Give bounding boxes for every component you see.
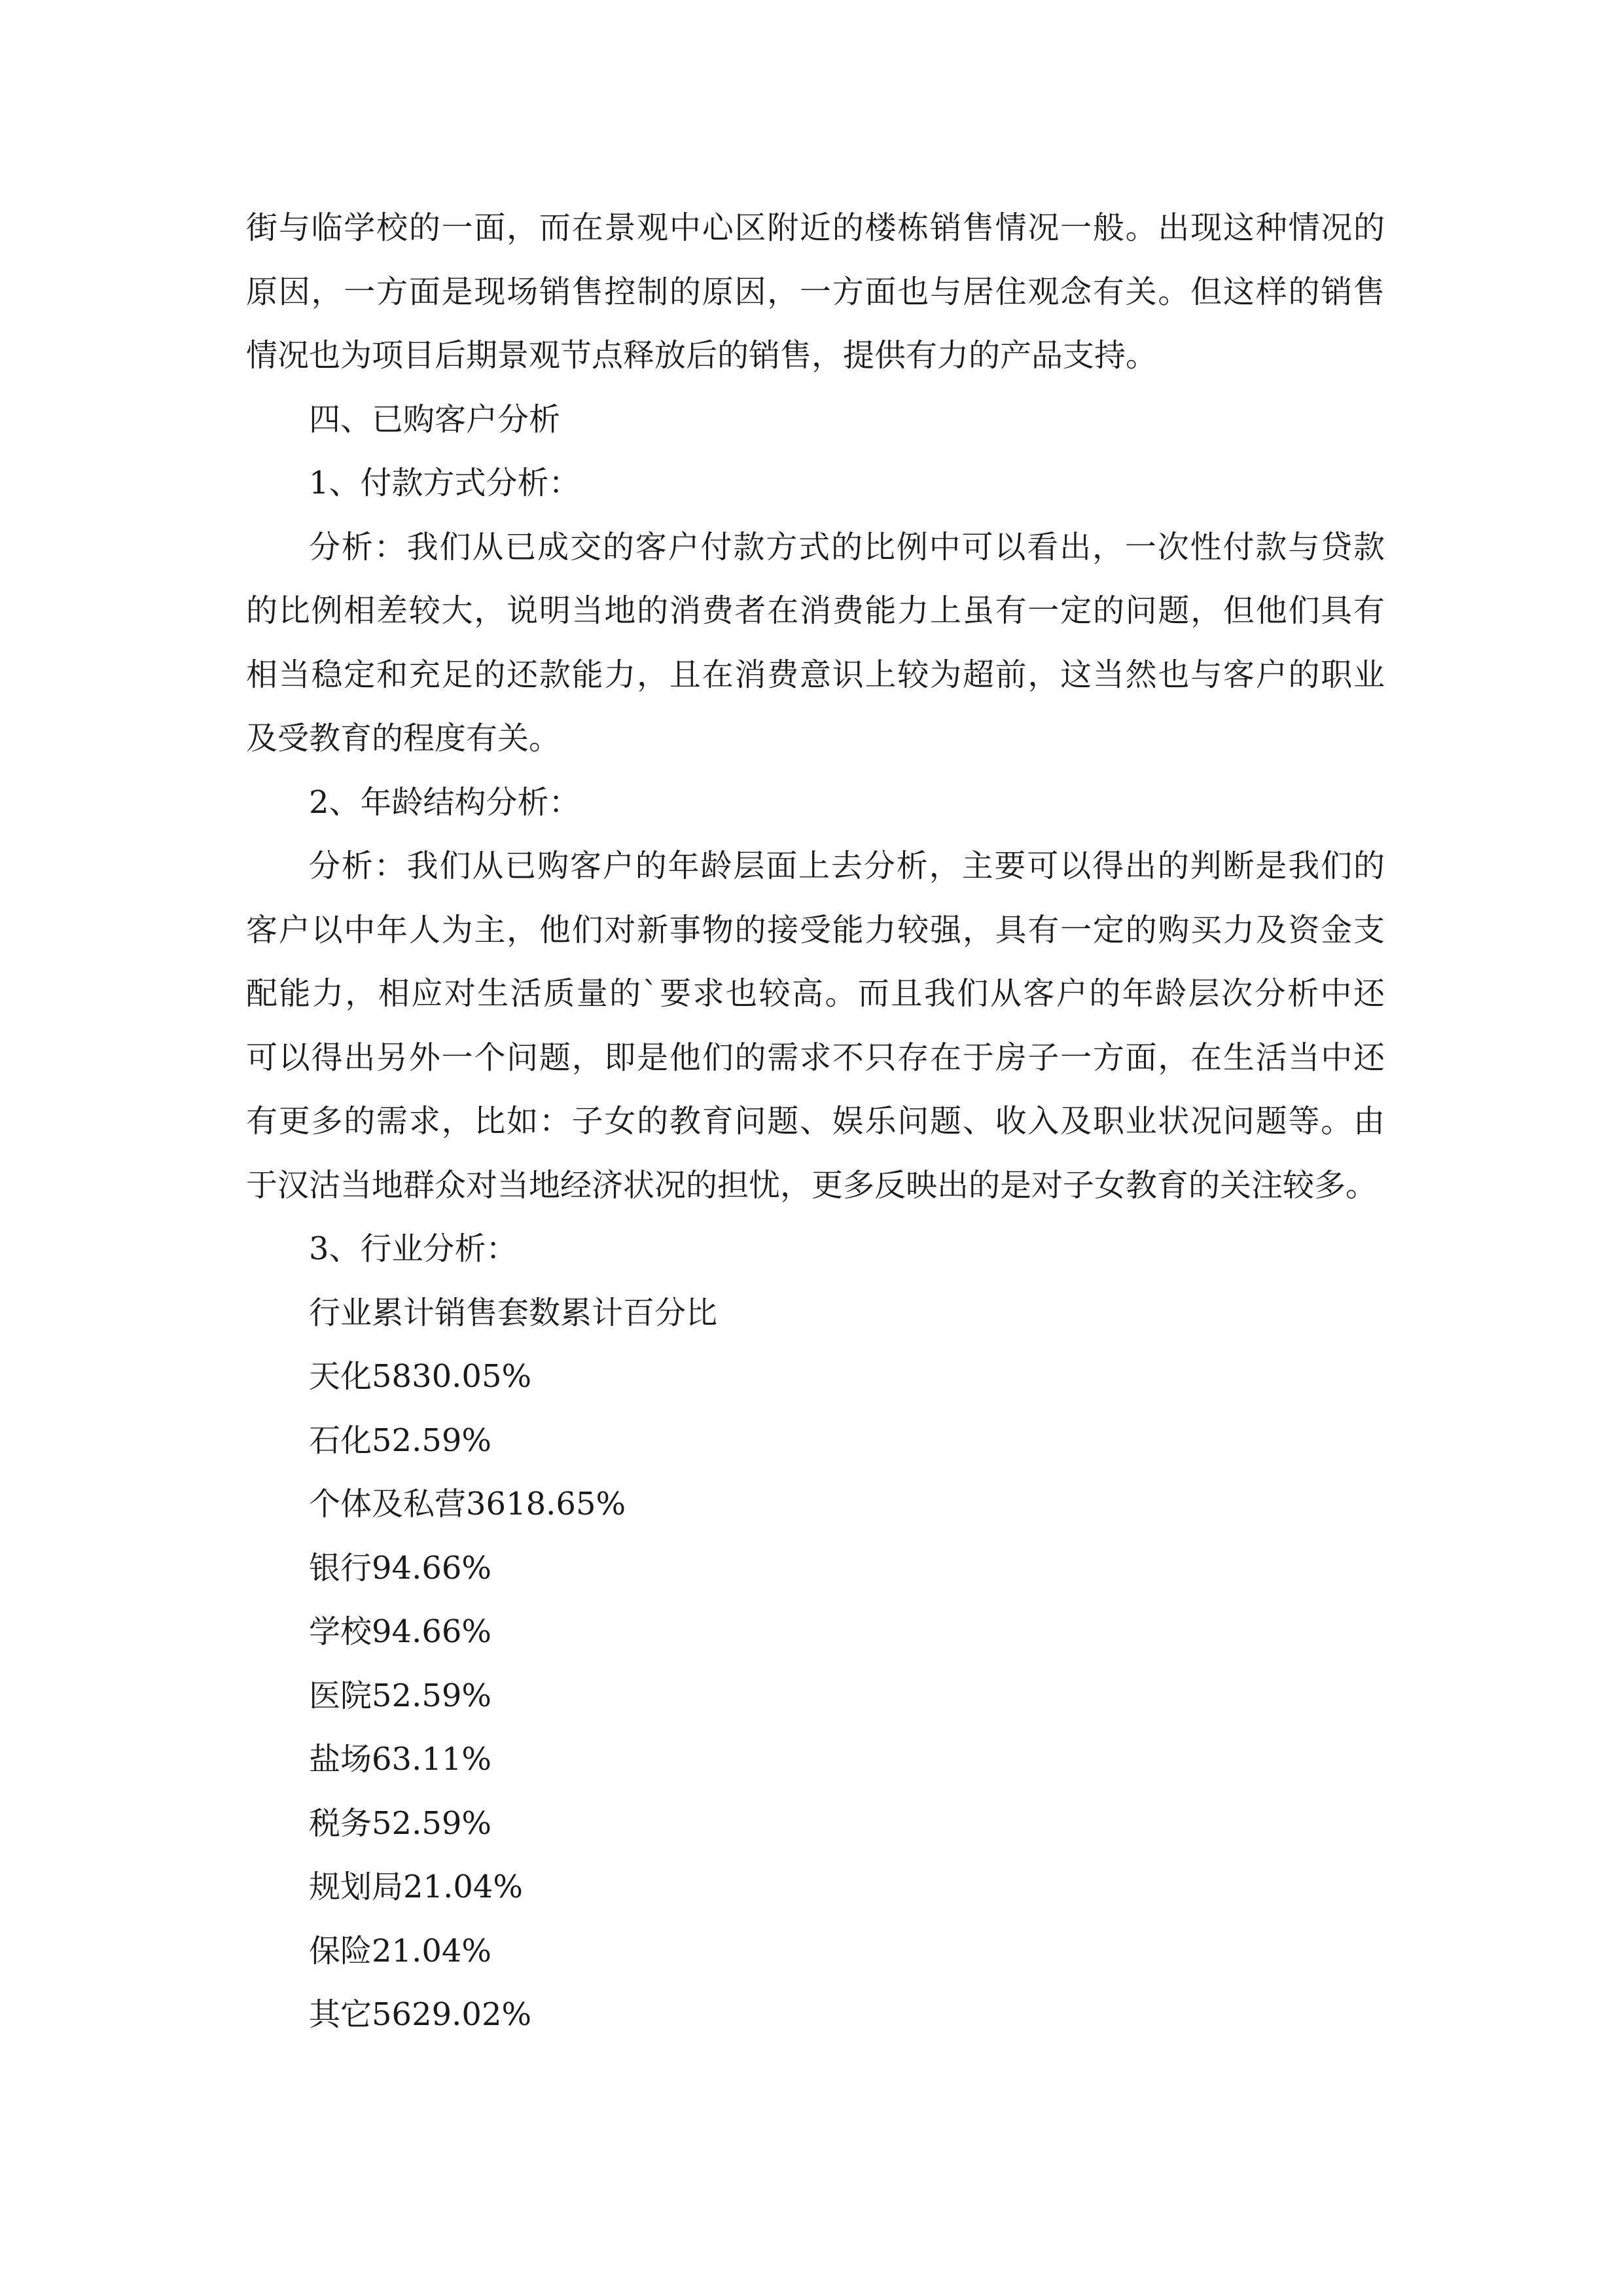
text-line: 分析：我们从已成交的客户付款方式的比例中可以看出，一次性付款与贷款 [309,528,1385,565]
text-line: 街与临学校的一面，而在景观中心区附近的楼栋销售情况一般。出现这种情况的 [246,209,1385,246]
text-line: 的比例相差较大，说明当地的消费者在消费能力上虽有一定的问题，但他们具有 [246,592,1385,629]
industry-table-header: 行业累计销售套数累计百分比 [309,1294,718,1331]
text-line: 情况也为项目后期景观节点释放后的销售，提供有力的产品支持。 [246,337,1158,374]
text-line: 于汉沽当地群众对当地经济状况的担忧，更多反映出的是对子女教育的关注较多。 [246,1166,1378,1204]
industry-list [246,1345,1385,2047]
industry-row: 税务52.59% [309,1804,492,1842]
text-line: 可以得出另外一个问题，即是他们的需求不只存在于房子一方面，在生活当中还 [246,1039,1385,1076]
text-line: 及受教育的程度有关。 [246,720,561,757]
document-page [246,196,1385,2047]
text-line: 有更多的需求，比如：子女的教育问题、娱乐问题、收入及职业状况问题等。由 [246,1103,1385,1139]
subsection-heading-industry: 3、行业分析： [309,1230,518,1267]
industry-row: 银行94.66% [309,1549,492,1587]
text-line: 原因，一方面是现场销售控制的原因，一方面也与居住观念有关。但这样的销售 [246,273,1385,310]
industry-row: 医院52.59% [309,1677,492,1714]
continuation-paragraph [246,196,1385,388]
age-analysis-paragraph [246,834,1385,1217]
subsection-heading-payment: 1、付款方式分析： [309,465,580,501]
text-line: 分析：我们从已购客户的年龄层面上去分析，主要可以得出的判断是我们的 [309,848,1385,884]
industry-row: 学校94.66% [309,1613,492,1650]
industry-row: 其它5629.02% [309,1996,532,2033]
subsection-heading-age: 2、年龄结构分析： [309,783,580,821]
industry-row: 保险21.04% [309,1932,492,1969]
industry-row: 盐场63.11% [309,1741,492,1778]
payment-analysis-paragraph [246,516,1385,771]
text-line: 客户以中年人为主，他们对新事物的接受能力较强，具有一定的购买力及资金支 [246,911,1385,948]
industry-row: 规划局21.04% [309,1869,524,1905]
text-line: 相当稳定和充足的还款能力，且在消费意识上较为超前，这当然也与客户的职业 [246,656,1385,693]
industry-row: 石化52.59% [309,1422,492,1459]
text-line: 配能力，相应对生活质量的`要求也较高。而且我们从客户的年龄层次分析中还 [246,975,1385,1012]
section-heading: 四、已购客户分析 [309,401,561,438]
industry-row: 天化5830.05% [309,1358,532,1395]
industry-row: 个体及私营3618.65% [309,1486,626,1522]
